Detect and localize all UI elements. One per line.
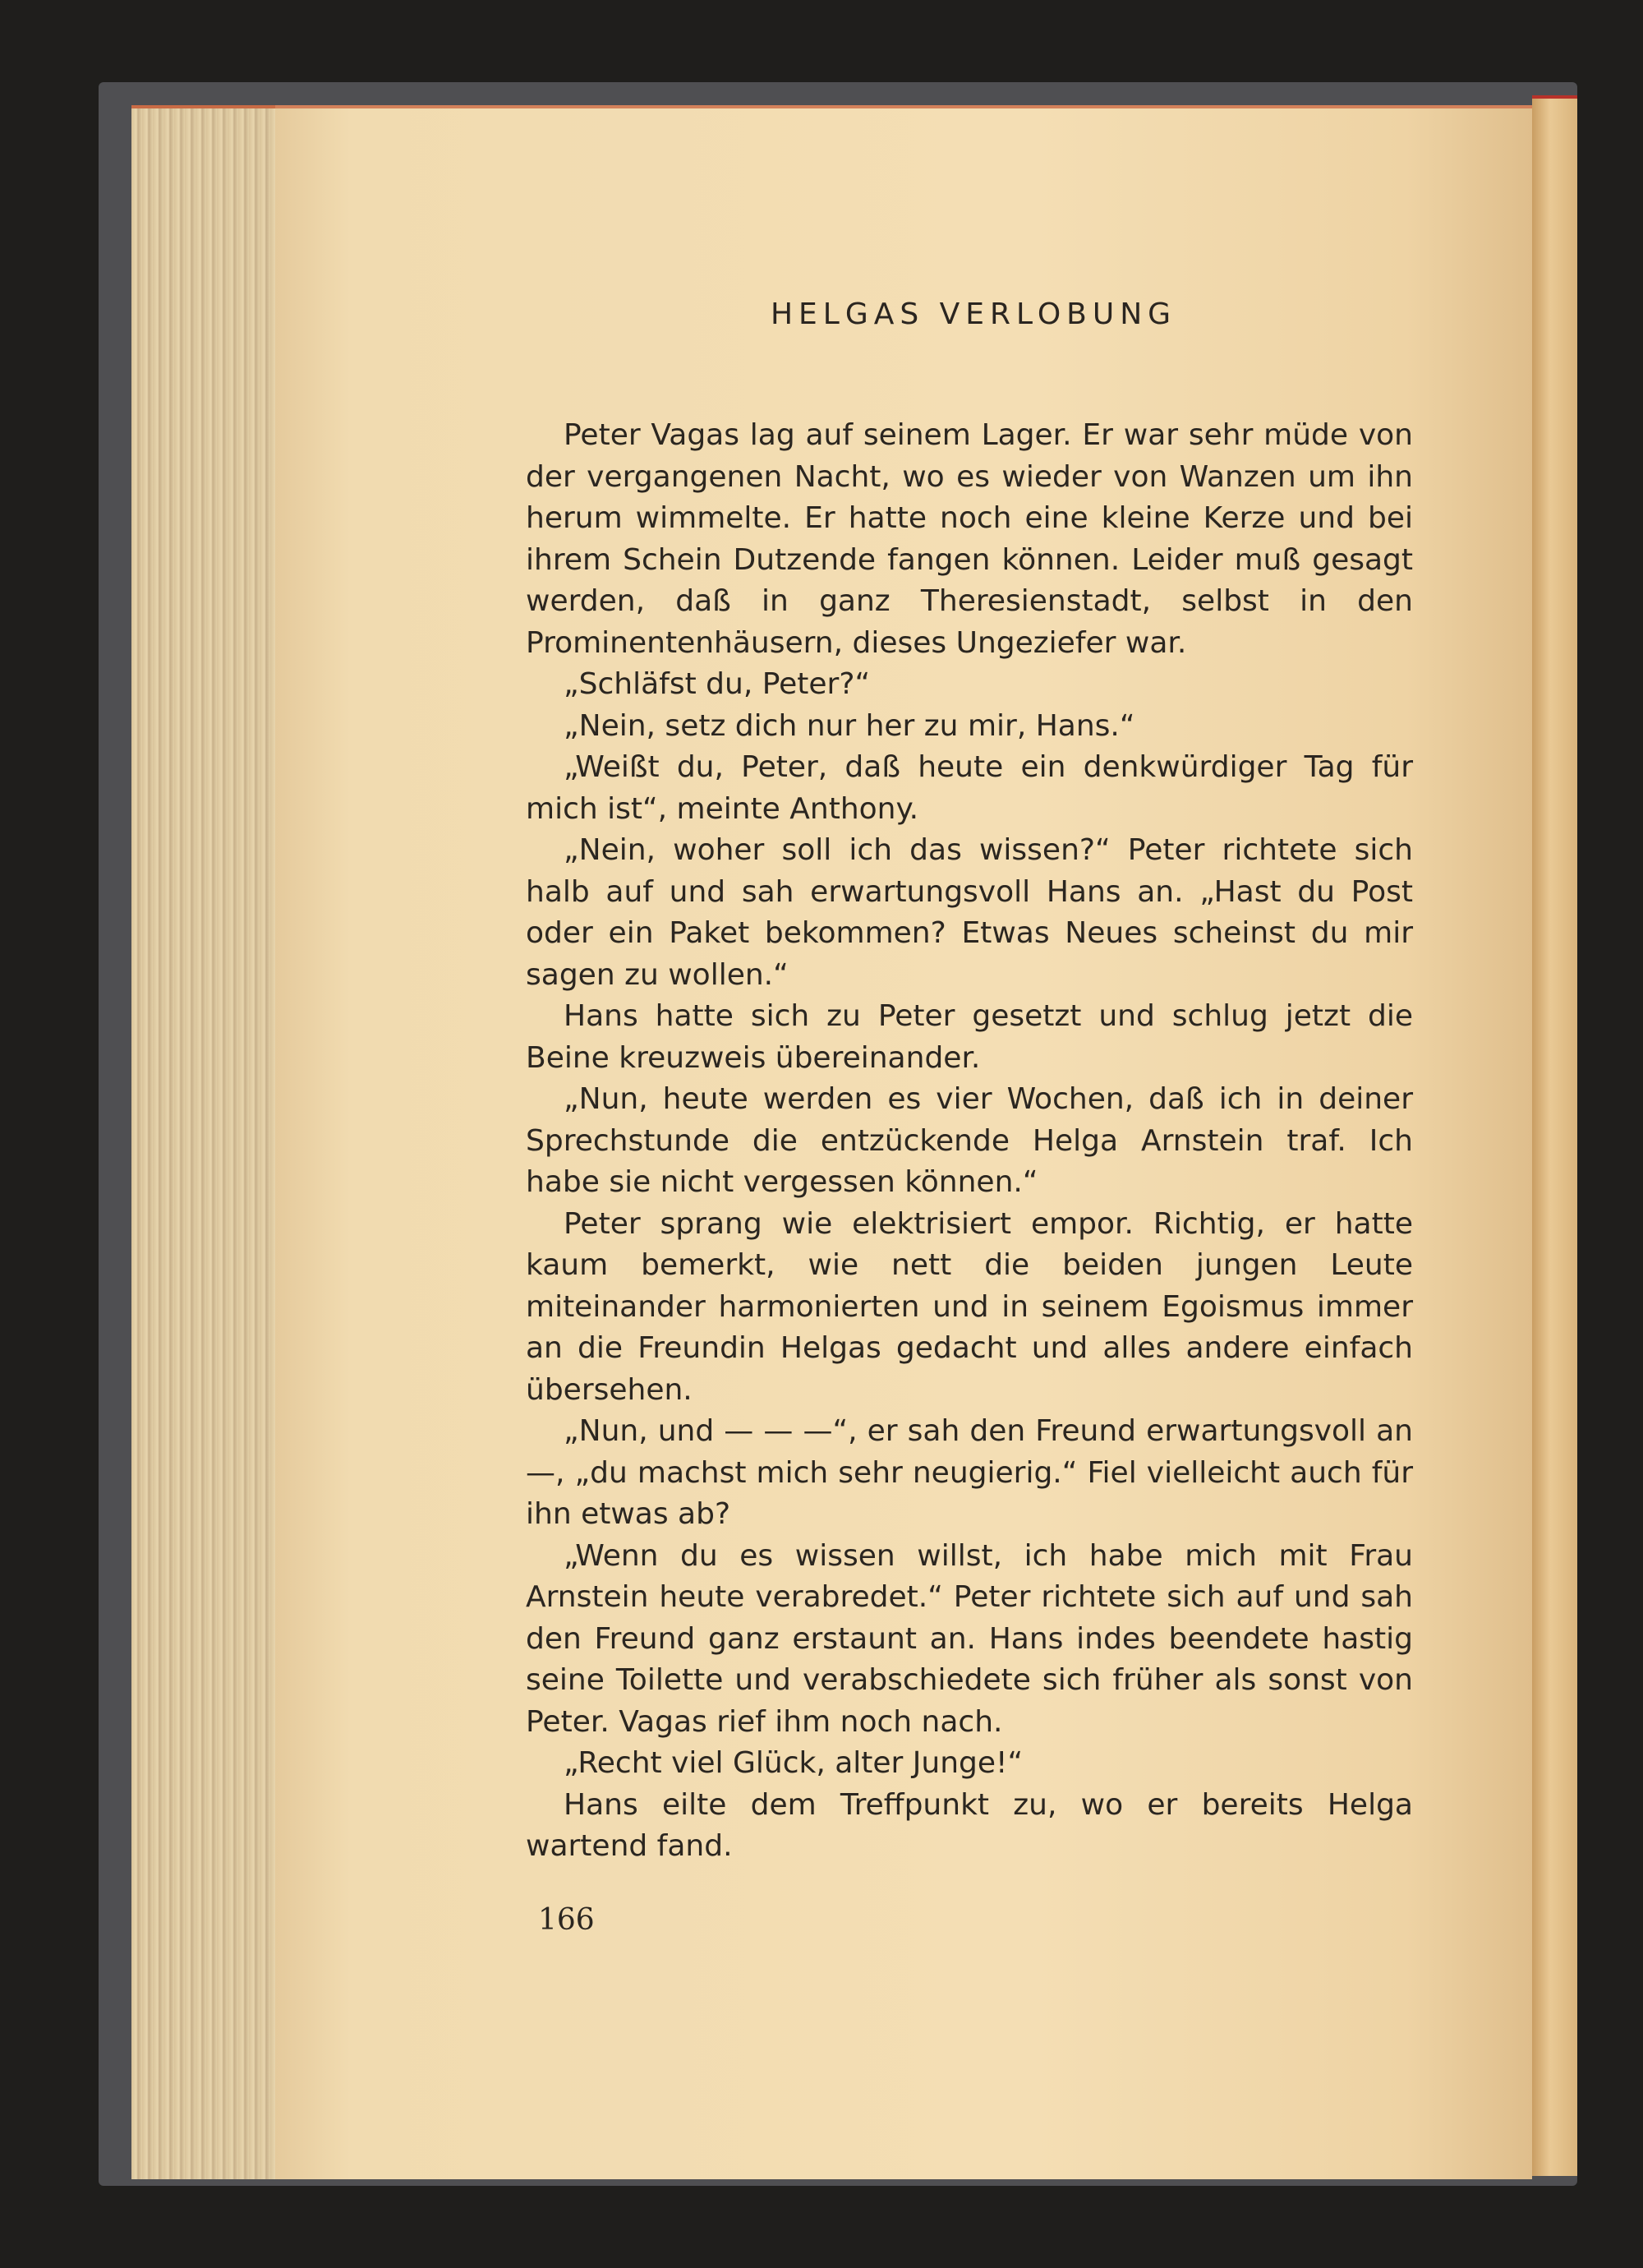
body-text bbox=[526, 415, 1413, 1868]
running-head: HELGAS VERLOBUNG bbox=[770, 297, 1177, 331]
paragraph: „Nun, heute werden es vier Wochen, daß ich in deiner Sprechstunde die entzückende Helga Arnstein traf. Ich habe sie nicht vergessen können.“ bbox=[526, 1082, 1413, 1199]
next-page-edge bbox=[1532, 99, 1577, 2176]
paragraph: Peter Vagas lag auf seinem Lager. Er war sehr müde von der vergangenen Nacht, wo es wieder von Wanzen um ihn herum wimmelte. Er hatte noch eine kleine Kerze und bei ihrem Schein Dutzende fangen können. Leider muß gesagt werden, daß in ganz Theresienstadt, selbst in den Prominentenhäusern, dieses Ungeziefer war. bbox=[526, 418, 1413, 660]
paragraph: Peter sprang wie elektrisiert empor. Richtig, er hatte kaum bemerkt, wie nett die beiden jungen Leute miteinander harmonierten und in seinem Egoismus immer an die Freundin Helgas gedacht und alles andere einfach übersehen. bbox=[526, 1206, 1413, 1407]
paragraph: „Recht viel Glück, alter Junge!“ bbox=[564, 1746, 1024, 1780]
page-number: 166 bbox=[538, 1903, 595, 1937]
paragraph: Hans hatte sich zu Peter gesetzt und schlug jetzt die Beine kreuzweis übereinander. bbox=[526, 999, 1413, 1075]
paragraph: „Schläfst du, Peter?“ bbox=[564, 667, 871, 701]
paragraph: „Weißt du, Peter, daß heute ein denkwürdiger Tag für mich ist“, meinte Anthony. bbox=[526, 750, 1413, 826]
paragraph: „Nein, woher soll ich das wissen?“ Peter richtete sich halb auf und sah erwartungsvoll Hans an. „Hast du Post oder ein Paket bekommen? Etwas Neues scheinst du mir sagen zu wollen.“ bbox=[526, 833, 1413, 992]
paragraph: „Nun, und — — —“, er sah den Freund erwartungsvoll an —, „du machst mich sehr neugierig.“ Fiel vielleicht auch für ihn etwas ab? bbox=[526, 1414, 1413, 1531]
paragraph: „Wenn du es wissen willst, ich habe mich mit Frau Arnstein heute verabredet.“ Peter richtete sich auf und sah den Freund ganz erstaunt an. Hans indes beendete hastig seine Toilette und verabschiedete sich früher als sonst von Peter. Vagas rief ihm noch nach. bbox=[526, 1538, 1413, 1739]
paragraph: Hans eilte dem Treffpunkt zu, wo er bereits Helga wartend fand. bbox=[526, 1787, 1413, 1863]
paragraph: „Nein, setz dich nur her zu mir, Hans.“ bbox=[564, 708, 1135, 743]
